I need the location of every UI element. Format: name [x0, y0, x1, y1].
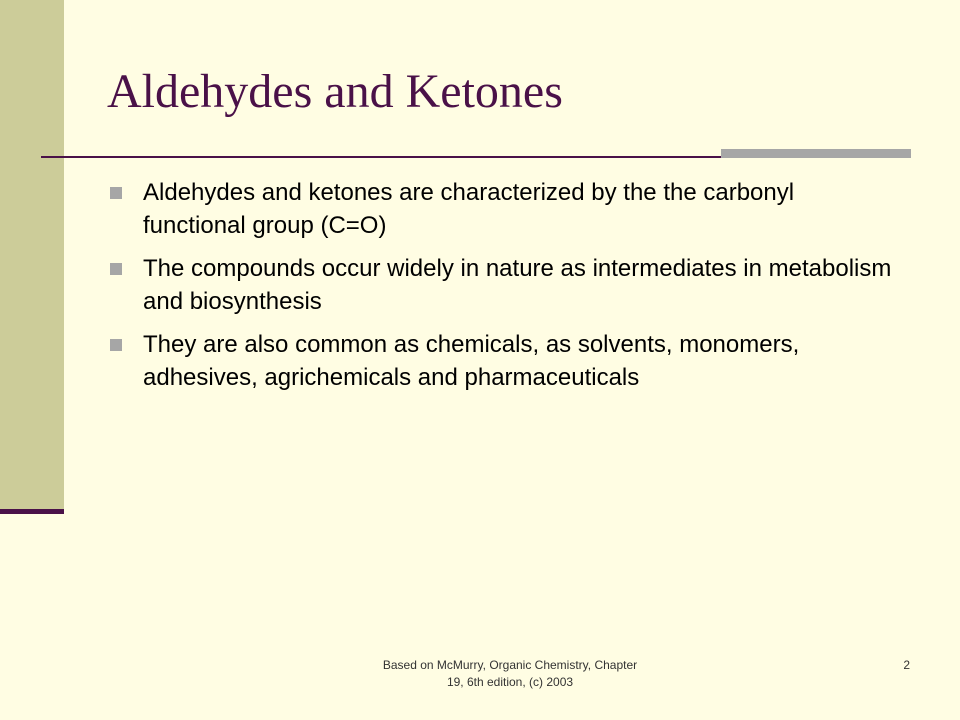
square-bullet-icon [110, 339, 122, 351]
page-number: 2 [903, 658, 910, 672]
bullet-text: Aldehydes and ketones are characterized by the the carbonyl functional group (C=O) [143, 179, 795, 239]
bullet-list [110, 176, 900, 404]
bullet-item [110, 252, 900, 318]
bullet-item [110, 328, 900, 394]
side-bar-underline [0, 509, 64, 514]
slide-footer [340, 657, 680, 691]
footer-line-1: Based on McMurry, Organic Chemistry, Chapter [382, 658, 638, 672]
square-bullet-icon [110, 263, 122, 275]
bullet-text: They are also common as chemicals, as solvents, monomers, adhesives, agrichemicals and pharmaceuticals [143, 331, 800, 391]
slide-title: Aldehydes and Ketones [107, 65, 563, 118]
square-bullet-icon [110, 187, 122, 199]
footer-line-2: 19, 6th edition, (c) 2003 [446, 675, 574, 689]
title-divider-accent [721, 149, 911, 158]
side-bar-decoration [0, 0, 64, 512]
bullet-item [110, 176, 900, 242]
bullet-text: The compounds occur widely in nature as intermediates in metabolism and biosynthesis [143, 255, 892, 315]
